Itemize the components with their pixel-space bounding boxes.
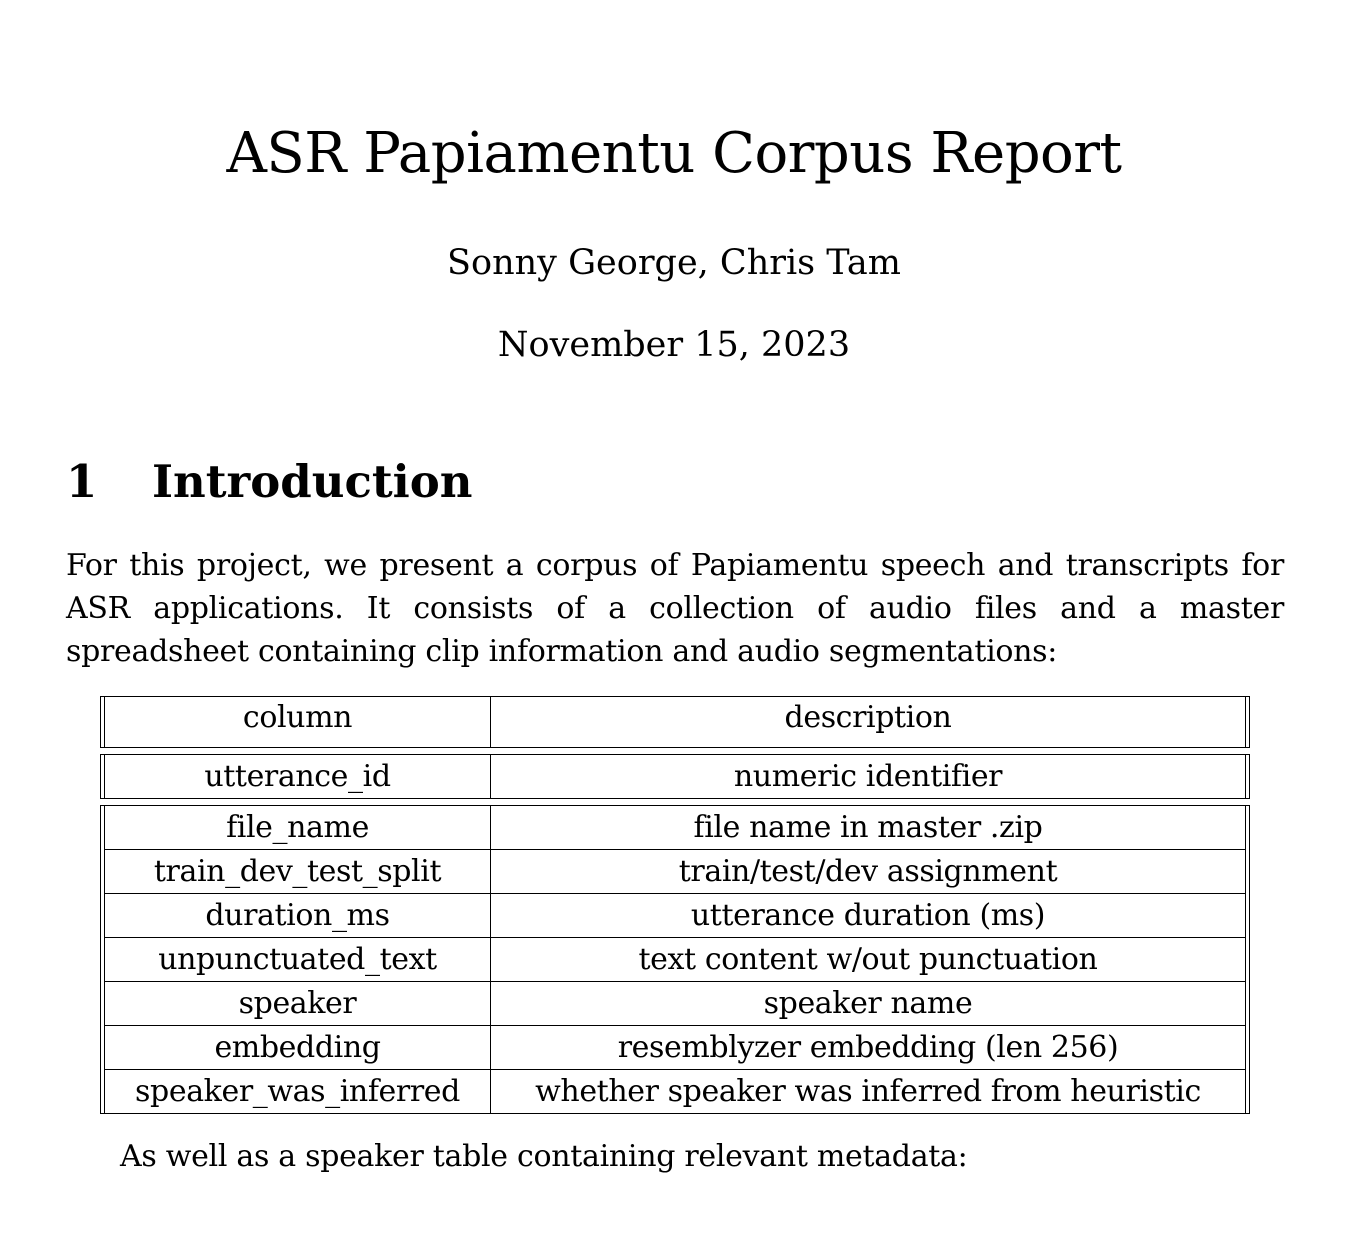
cell-description: whether speaker was inferred from heuristic [535, 1074, 1201, 1109]
table-row [105, 1069, 1245, 1113]
cell-description: utterance duration (ms) [690, 898, 1046, 933]
cell-description: file name in master .zip [693, 810, 1043, 845]
table-row [105, 1025, 1245, 1069]
cell-column-name: train_dev_test_split [105, 850, 491, 893]
cell-column-name: duration_ms [105, 894, 491, 937]
document-title: ASR Papiamentu Corpus Report [226, 121, 1122, 186]
section-title: Introduction [152, 455, 473, 508]
cell-column-name: embedding [105, 1026, 491, 1069]
cell-column-name: unpunctuated_text [105, 938, 491, 981]
cell-column-name: speaker_was_inferred [105, 1070, 491, 1113]
table-body-block [100, 805, 1250, 1114]
table-key-block [100, 754, 1250, 799]
cell-description: text content w/out punctuation [638, 942, 1098, 977]
cell-description: speaker name [763, 986, 973, 1021]
columns-table [100, 696, 1250, 1114]
cell-column-name: utterance_id [105, 755, 491, 798]
table-row [105, 849, 1245, 893]
table-row [105, 806, 1245, 849]
document-authors: Sonny George, Chris Tam [447, 243, 901, 283]
document-date: November 15, 2023 [497, 325, 851, 365]
table-row [105, 981, 1245, 1025]
header-description: description [784, 700, 952, 735]
table-header-block [100, 696, 1250, 748]
cell-column-name: speaker [105, 982, 491, 1025]
section-heading [66, 452, 472, 512]
cell-description: resemblyzer embedding (len 256) [617, 1030, 1119, 1065]
header-column: column [105, 697, 491, 747]
cell-column-name: file_name [105, 806, 491, 849]
cell-description: train/test/dev assignment [678, 854, 1058, 889]
intro-paragraph: For this project, we present a corpus of Papiamentu speech and transcripts for ASR applications. It consists of a collection of audio files and a master spreadsheet containing clip information and audio segmentations: [66, 548, 1284, 669]
table-row [105, 893, 1245, 937]
section-number: 1 [66, 455, 98, 508]
trailing-paragraph: As well as a speaker table containing relevant metadata: [120, 1139, 968, 1174]
table-row [105, 937, 1245, 981]
table-header-row [105, 697, 1245, 747]
table-row [105, 755, 1245, 798]
cell-description: numeric identifier [733, 759, 1003, 794]
